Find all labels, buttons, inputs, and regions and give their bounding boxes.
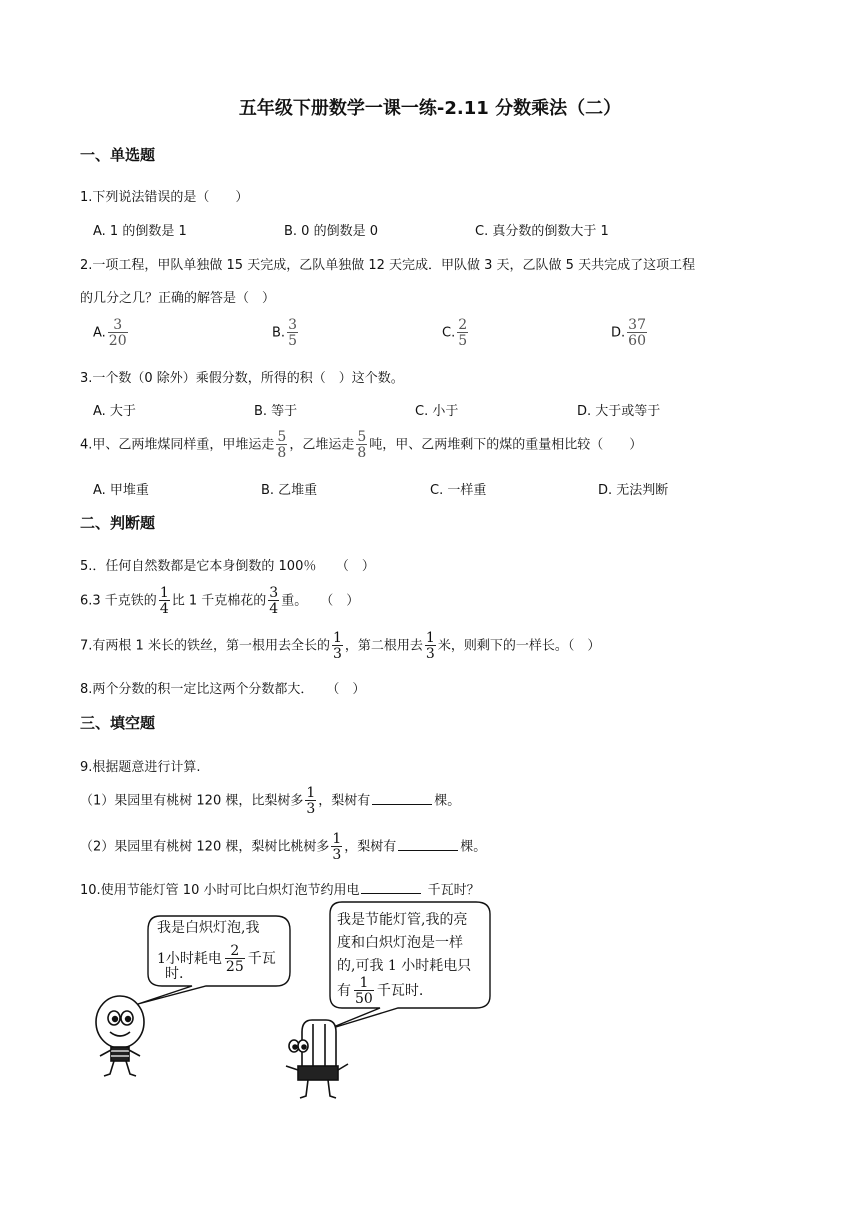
- fraction: $\frac{5}{8}$: [357, 429, 367, 461]
- fraction: $\frac{1}{3}$: [425, 630, 435, 662]
- question-3: 3.一个数（0 除外）乘假分数，所得的积（ ）这个数。: [80, 371, 404, 386]
- section-heading-single-choice: 一、单选题: [80, 146, 156, 164]
- question-10: 10.使用节能灯管 10 小时可比白炽灯泡节约用电 千瓦时？: [80, 883, 480, 898]
- question-4: 4.甲、乙两堆煤同样重，甲堆运走 $\frac{5}{8}$ ，乙堆运走 $\frac{5}{8}$ 吨，甲、乙两堆剩下的煤的重量相比较（ ）: [80, 429, 643, 461]
- light-bulb-icon: [96, 996, 144, 1076]
- q1-option-c: C. 真分数的倒数大于 1: [475, 224, 609, 239]
- question-6: 6.3 千克铁的 $\frac{1}{4}$ 比 1 千克棉花的 $\frac{3}{4}$ 重。 （ ）: [80, 585, 360, 617]
- answer-blank[interactable]: [398, 838, 458, 851]
- bubble-2-line-4: 有 $\frac{1}{50}$ 千瓦时.: [337, 975, 424, 1007]
- q3-option-c: C. 小于: [415, 404, 459, 419]
- q4-option-c: C. 一样重: [430, 483, 487, 498]
- question-2-line-1: 2.一项工程，甲队单独做 15 天完成，乙队单独做 12 天完成．甲队做 3 天，乙队做 5 天共完成了这项工程: [80, 258, 696, 273]
- bubble-1-line-1: 我是白炽灯泡,我: [157, 920, 260, 936]
- question-7: 7.有两根 1 米长的铁丝，第一根用去全长的 $\frac{1}{3}$ ，第二根用去 $\frac{1}{3}$ 米，则剩下的一样长。（ ）: [80, 630, 601, 662]
- fraction: $\frac{1}{3}$: [332, 630, 342, 662]
- question-9-part-2: （2）果园里有桃树 120 棵，梨树比桃树多 $\frac{1}{3}$ ，梨树有 棵。: [80, 831, 487, 863]
- q3-option-b: B. 等于: [254, 404, 298, 419]
- bubble-2-line-1: 我是节能灯管,我的亮: [337, 912, 468, 928]
- q3-option-a: A. 大于: [93, 404, 136, 419]
- fraction: $\frac{5}{8}$: [277, 429, 287, 461]
- bubble-1-line-2: 1小时耗电 $\frac{2}{25}$ 千瓦: [157, 943, 276, 975]
- question-9-part-1: （1）果园里有桃树 120 棵，比梨树多 $\frac{1}{3}$ ，梨树有 棵。: [80, 785, 461, 817]
- fraction: $\frac{37}{60}$: [628, 317, 646, 349]
- q3-option-d: D. 大于或等于: [577, 404, 661, 419]
- question-2-line-2: 的几分之几？正确的解答是（ ）: [80, 291, 276, 306]
- fraction: $\frac{3}{5}$: [288, 317, 297, 349]
- q4-option-d: D. 无法判断: [598, 483, 669, 498]
- fraction: $\frac{1}{3}$: [306, 785, 316, 817]
- fraction: $\frac{3}{20}$: [108, 317, 127, 349]
- fraction: $\frac{2}{25}$: [225, 943, 244, 975]
- bubble-2-line-2: 度和白炽灯泡是一样: [337, 935, 463, 951]
- fraction: $\frac{1}{4}$: [159, 585, 169, 617]
- answer-blank[interactable]: [361, 881, 421, 894]
- fraction: $\frac{1}{3}$: [332, 831, 342, 863]
- fraction: $\frac{1}{50}$: [355, 975, 373, 1007]
- q2-option-a: A. $\frac{3}{20}$: [93, 317, 127, 349]
- fraction: $\frac{2}{5}$: [458, 317, 468, 349]
- q4-option-a: A. 甲堆重: [93, 483, 149, 498]
- illustration-lamp-characters: [80, 900, 520, 1110]
- q4-option-b: B. 乙堆重: [261, 483, 318, 498]
- q1-option-b: B. 0 的倒数是 0: [284, 224, 378, 239]
- bubble-1-line-3: 时.: [165, 966, 184, 982]
- bubble-2-line-3: 的,可我 1 小时耗电只: [337, 958, 472, 974]
- question-1: 1.下列说法错误的是（ ）: [80, 190, 249, 205]
- q2-option-b: B. $\frac{3}{5}$: [272, 317, 297, 349]
- question-9: 9.根据题意进行计算.: [80, 760, 201, 775]
- page-title: 五年级下册数学一课一练-2.11 分数乘法（二）: [238, 98, 622, 119]
- q1-option-a: A. 1 的倒数是 1: [93, 224, 187, 239]
- section-heading-true-false: 二、判断题: [80, 514, 156, 532]
- question-5: 5.．任何自然数都是它本身倒数的 100％ （ ）: [80, 559, 375, 574]
- fraction: $\frac{3}{4}$: [269, 585, 279, 617]
- section-heading-fill-in: 三、填空题: [80, 714, 156, 732]
- energy-saving-lamp-icon: [286, 1020, 348, 1098]
- q2-option-d: D. $\frac{37}{60}$: [611, 317, 646, 349]
- answer-blank[interactable]: [372, 792, 432, 805]
- q2-option-c: C. $\frac{2}{5}$: [442, 317, 468, 349]
- question-8: 8.两个分数的积一定比这两个分数都大． （ ）: [80, 682, 366, 697]
